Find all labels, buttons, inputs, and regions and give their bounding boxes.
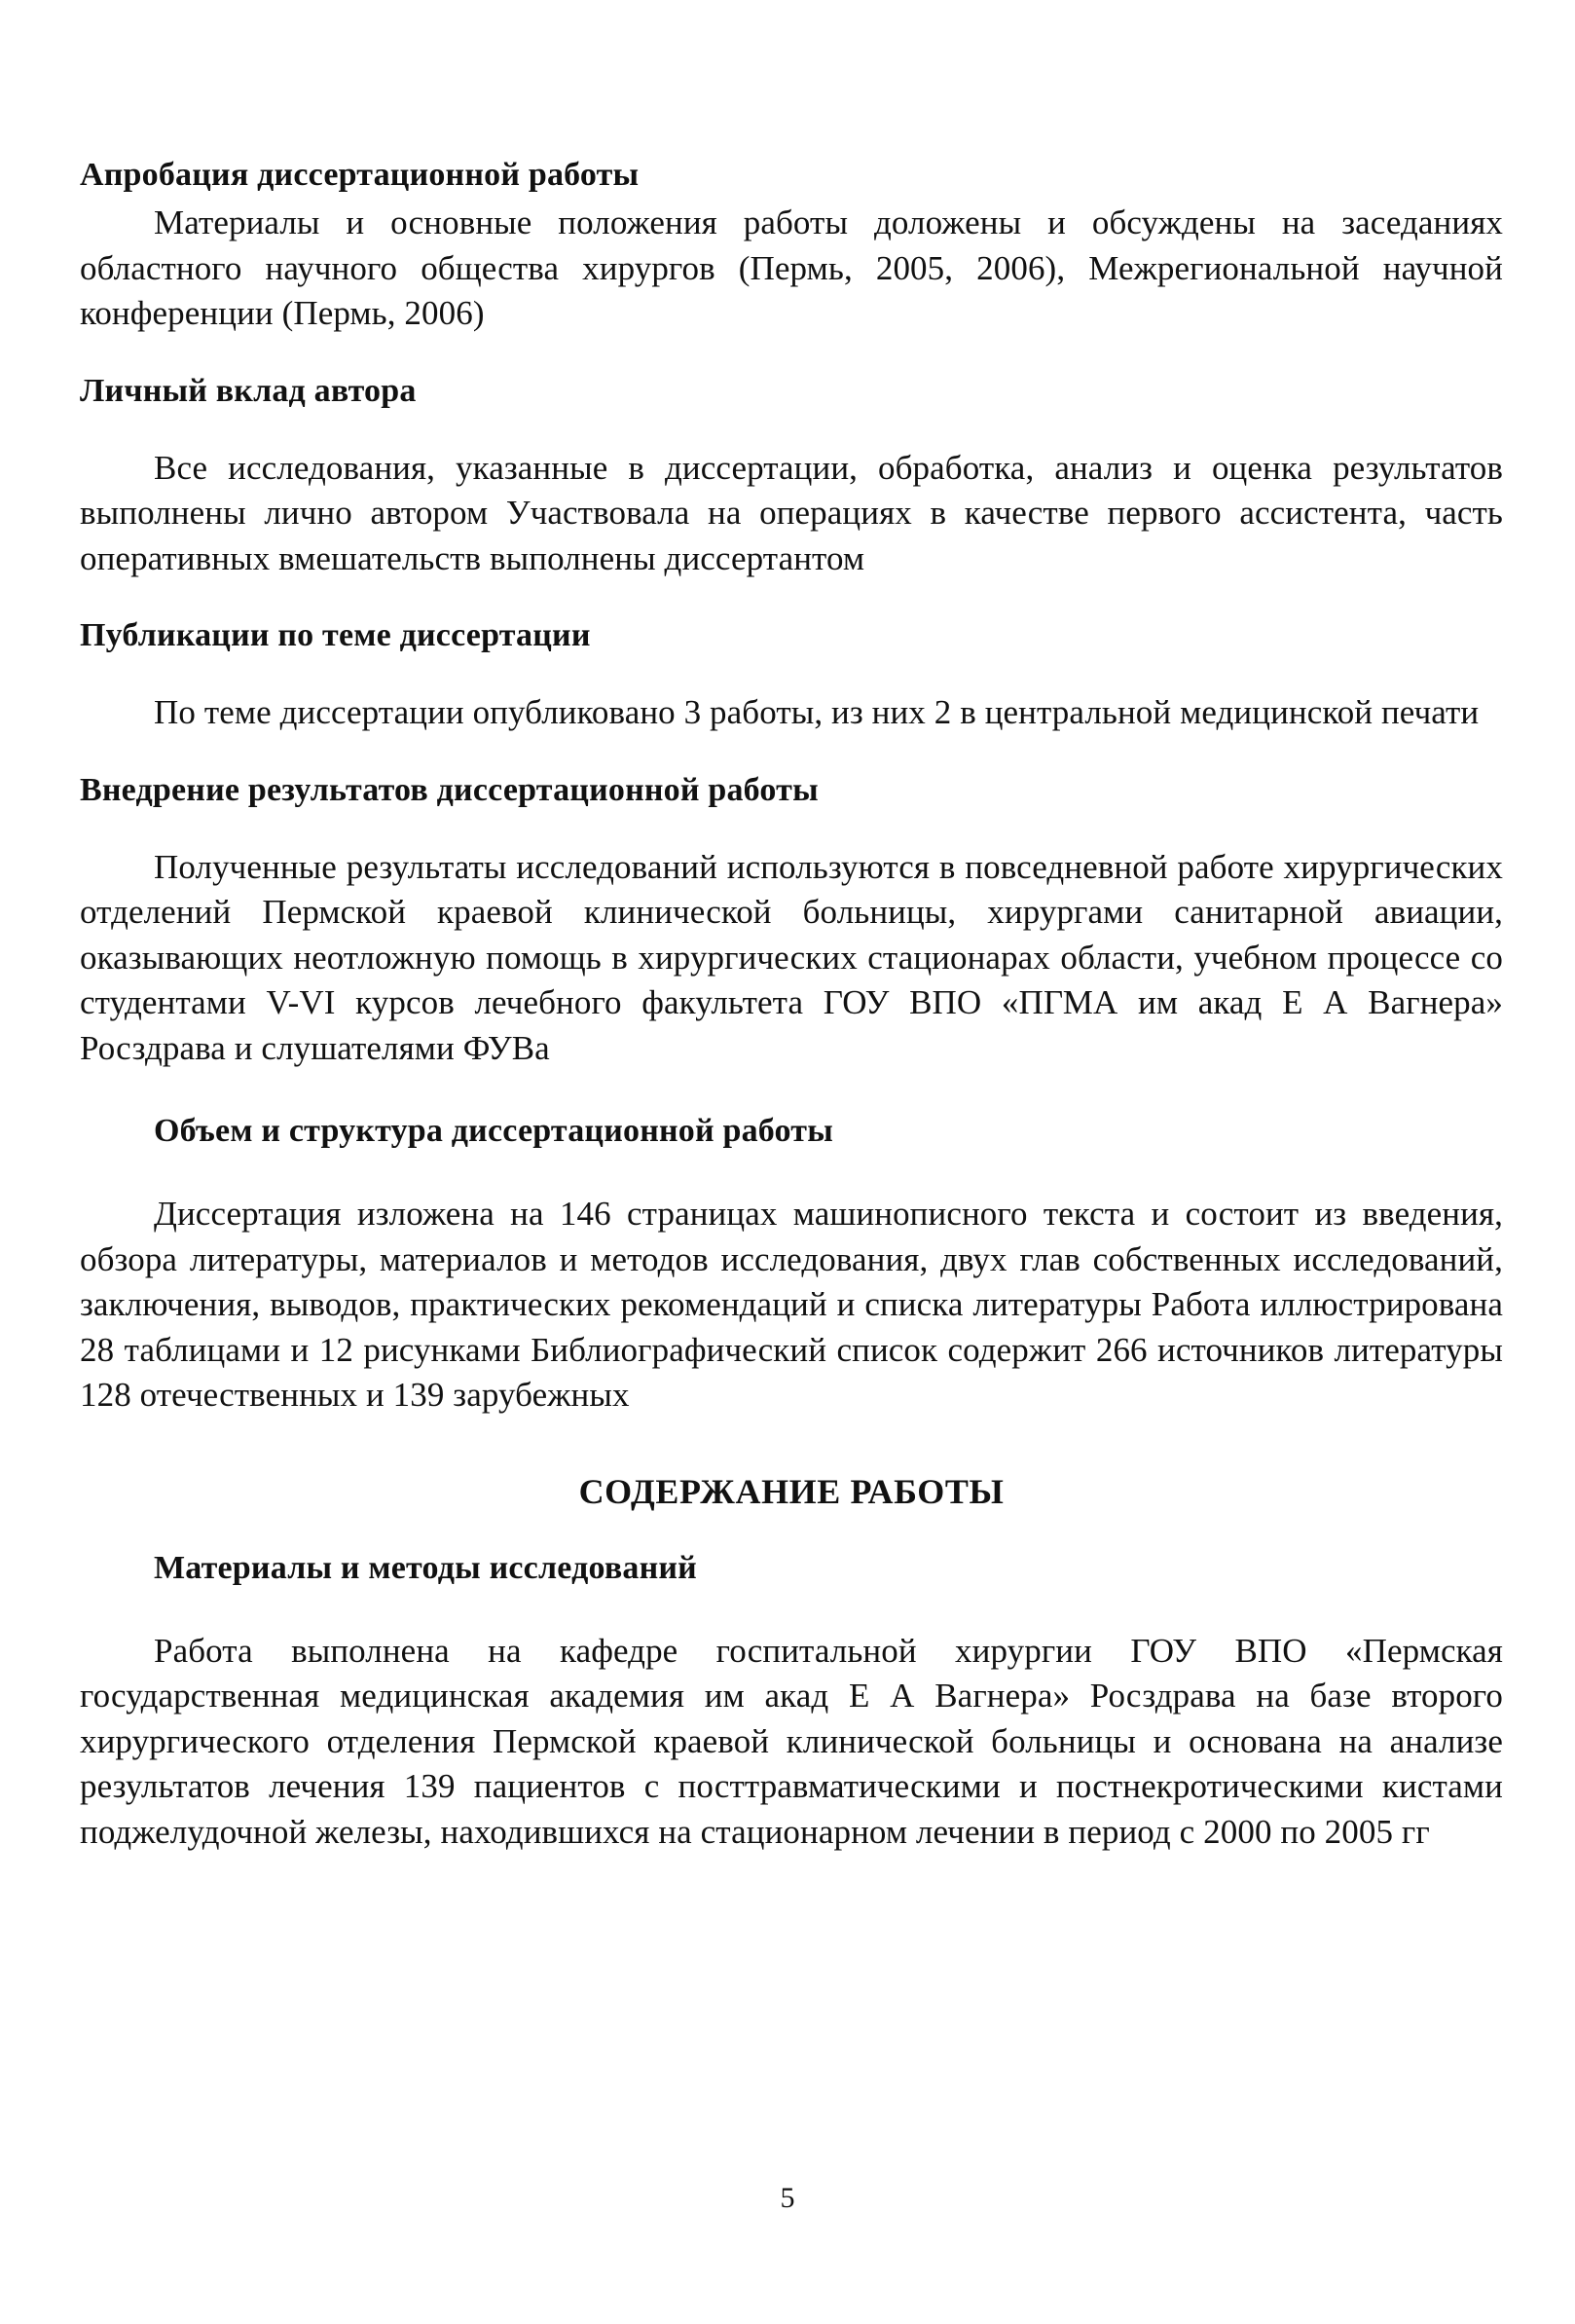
paragraph-author-contribution: Все исследования, указанные в диссертации, обработка, анализ и оценка результатов выполнены лично автором Участвовала на операциях в качестве первого ассистента, часть оперативных вмешательств выполнены диссертантом <box>80 448 1503 577</box>
section-heading-author-contribution: Личный вклад автора <box>80 372 417 409</box>
page-number: 5 <box>780 2182 795 2214</box>
main-title: СОДЕРЖАНИЕ РАБОТЫ <box>578 1471 1005 1511</box>
section-heading-structure: Объем и структура диссертационной работы <box>154 1113 833 1149</box>
section-heading-publications: Публикации по теме диссертации <box>80 617 591 653</box>
paragraph-approbation: Материалы и основные положения работы доложены и обсуждены на заседаниях областного научного общества хирургов (Пермь, 2005, 2006), Межрегиональной научной конференции (Пермь, 2006) <box>80 203 1503 332</box>
section-heading-approbation: Апробация диссертационной работы <box>80 157 640 193</box>
page-content <box>80 154 1503 1855</box>
section-heading-implementation: Внедрение результатов диссертационной работы <box>80 771 819 808</box>
paragraph-implementation: Полученные результаты исследований используются в повседневной работе хирургических отделений Пермской краевой клинической больницы, хирургами санитарной авиации, оказывающих неотложную помощь в хирургических стационарах области, учебном процессе со студентами V-VI курсов лечебного факультета ГОУ ВПО «ПГМА им акад Е А Вагнера» Росздрава и слушателями ФУВа <box>80 847 1503 1067</box>
paragraph-structure: Диссертация изложена на 146 страницах машинописного текста и состоит из введения, обзора литературы, материалов и методов исследования, двух глав собственных исследований, заключения, выводов, практических рекомендаций и списка литературы Работа иллюстрирована 28 таблицами и 12 рисунками Библиографический список содержит 266 источников литературы 128 отечественных и 139 зарубежных <box>80 1195 1503 1414</box>
paragraph-publications: По теме диссертации опубликовано 3 работы, из них 2 в центральной медицинской печати <box>154 693 1480 731</box>
section-heading-methods: Материалы и методы исследований <box>154 1549 697 1586</box>
paragraph-methods: Работа выполнена на кафедре госпитальной хирургии ГОУ ВПО «Пермская государственная медицинская академия им акад Е А Вагнера» Росздрава на базе второго хирургического отделения Пермской краевой клинической больницы и основана на анализе результатов лечения 139 пациентов с посттравматическими и постнекротическими кистами поджелудочной железы, находившихся на стационарном лечении в период с 2000 по 2005 гг <box>80 1631 1503 1851</box>
